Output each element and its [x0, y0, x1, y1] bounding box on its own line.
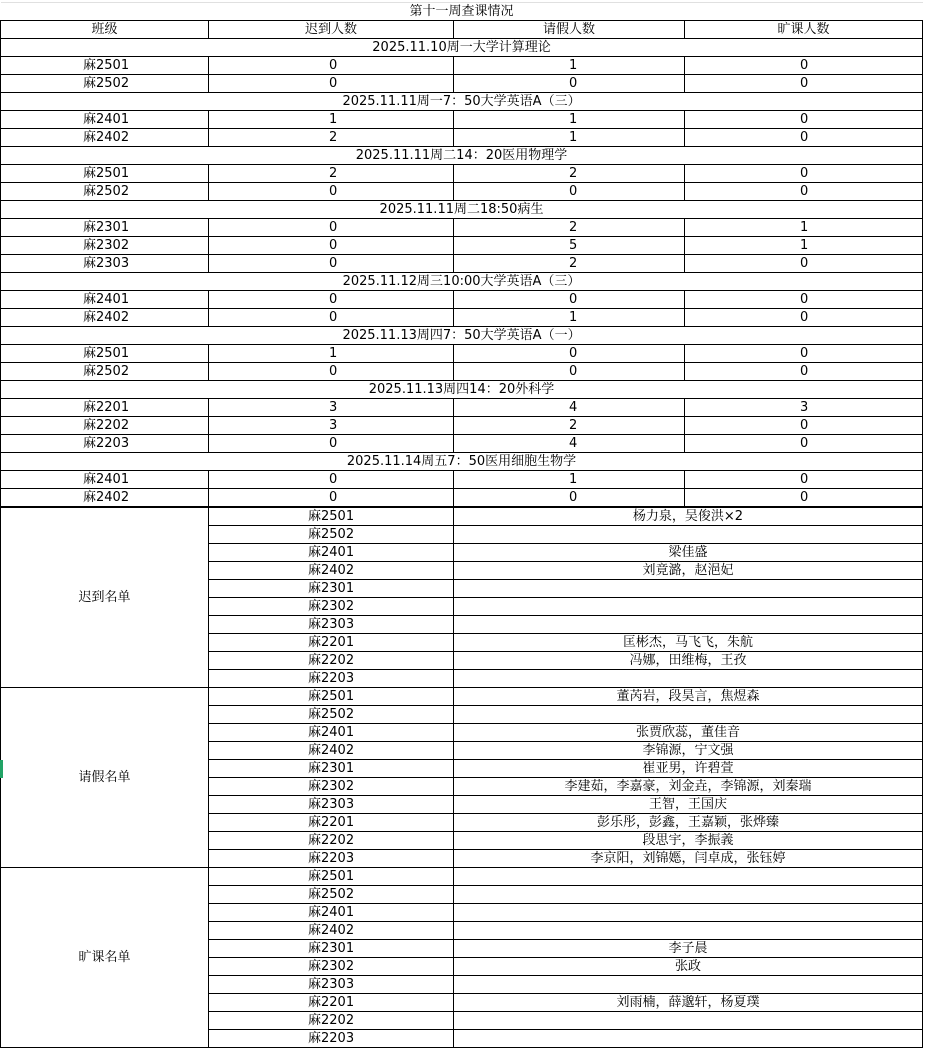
student-names-cell[interactable]: [454, 1030, 923, 1048]
leave-count-cell[interactable]: 5: [454, 237, 685, 255]
class-cell[interactable]: 麻2501: [1, 57, 209, 75]
table-row: [1, 688, 923, 706]
table-row: [1, 309, 923, 327]
student-names-cell[interactable]: [454, 904, 923, 922]
leave-count-cell[interactable]: 0: [454, 183, 685, 201]
attendance-sheet: [0, 2, 922, 1048]
table-row: [1, 291, 923, 309]
absent-count-cell[interactable]: 0: [685, 165, 923, 183]
class-cell[interactable]: 麻2401: [1, 111, 209, 129]
leave-count-cell[interactable]: 2: [454, 417, 685, 435]
list-class-cell[interactable]: 麻2302: [209, 958, 454, 976]
class-cell[interactable]: 麻2302: [1, 237, 209, 255]
student-names-cell[interactable]: 张政: [454, 958, 923, 976]
table-row: [1, 57, 923, 75]
table-row: [1, 471, 923, 489]
absent-count-cell[interactable]: 1: [685, 237, 923, 255]
class-cell[interactable]: 麻2203: [1, 435, 209, 453]
late-count-cell[interactable]: 0: [209, 489, 454, 507]
table-row: [1, 399, 923, 417]
student-names-cell[interactable]: 王智，王国庆: [454, 796, 923, 814]
list-class-cell[interactable]: 麻2501: [209, 688, 454, 706]
course-title[interactable]: 2025.11.14周五7：50医用细胞生物学: [1, 453, 923, 471]
late-count-cell[interactable]: 0: [209, 255, 454, 273]
class-cell[interactable]: 麻2501: [1, 165, 209, 183]
class-cell[interactable]: 麻2401: [1, 291, 209, 309]
list-class-cell[interactable]: 麻2502: [209, 526, 454, 544]
list-class-cell[interactable]: 麻2203: [209, 670, 454, 688]
list-class-cell[interactable]: 麻2402: [209, 562, 454, 580]
student-names-cell[interactable]: 刘竟潞，赵浥妃: [454, 562, 923, 580]
student-names-cell[interactable]: [454, 706, 923, 724]
late-count-cell[interactable]: 0: [209, 435, 454, 453]
late-count-cell[interactable]: 2: [209, 129, 454, 147]
name-list-table: [0, 507, 923, 1048]
late-count-cell[interactable]: 0: [209, 291, 454, 309]
leave-count-cell[interactable]: 1: [454, 129, 685, 147]
student-names-cell[interactable]: [454, 616, 923, 634]
list-class-cell[interactable]: 麻2303: [209, 796, 454, 814]
list-class-cell[interactable]: 麻2201: [209, 634, 454, 652]
course-header-row: [1, 327, 923, 345]
course-header-row: [1, 147, 923, 165]
class-cell[interactable]: 麻2502: [1, 75, 209, 93]
course-header-row: [1, 381, 923, 399]
late-count-cell[interactable]: 0: [209, 471, 454, 489]
late-count-cell[interactable]: 0: [209, 57, 454, 75]
table-row: [1, 435, 923, 453]
late-count-cell[interactable]: 3: [209, 399, 454, 417]
header-class[interactable]: 班级: [1, 21, 209, 39]
late-count-cell[interactable]: 2: [209, 165, 454, 183]
table-row: [1, 165, 923, 183]
student-names-cell[interactable]: 匡彬杰，马飞飞，朱航: [454, 634, 923, 652]
leave-count-cell[interactable]: 0: [454, 75, 685, 93]
active-row-marker: [0, 760, 3, 778]
student-names-cell[interactable]: [454, 886, 923, 904]
list-class-cell[interactable]: 麻2303: [209, 616, 454, 634]
list-class-cell[interactable]: 麻2201: [209, 994, 454, 1012]
course-header-row: [1, 201, 923, 219]
student-names-cell[interactable]: 崔亚男，许碧萱: [454, 760, 923, 778]
list-class-cell[interactable]: 麻2501: [209, 508, 454, 526]
course-title[interactable]: 2025.11.11周一7：50大学英语A（三）: [1, 93, 923, 111]
class-cell[interactable]: 麻2201: [1, 399, 209, 417]
table-row: [1, 255, 923, 273]
leave-count-cell[interactable]: 1: [454, 57, 685, 75]
list-class-cell[interactable]: 麻2302: [209, 778, 454, 796]
table-row: [1, 219, 923, 237]
absent-count-cell[interactable]: 1: [685, 219, 923, 237]
student-names-cell[interactable]: [454, 670, 923, 688]
leave-count-cell[interactable]: 0: [454, 291, 685, 309]
absent-count-cell[interactable]: 0: [685, 57, 923, 75]
student-names-cell[interactable]: [454, 580, 923, 598]
list-class-cell[interactable]: 麻2502: [209, 706, 454, 724]
course-title[interactable]: 2025.11.11周二14：20医用物理学: [1, 147, 923, 165]
table-row: [1, 75, 923, 93]
header-absent-count[interactable]: 旷课人数: [685, 21, 923, 39]
course-title[interactable]: 2025.11.13周四7：50大学英语A（一）: [1, 327, 923, 345]
list-class-cell[interactable]: 麻2402: [209, 742, 454, 760]
list-class-cell[interactable]: 麻2301: [209, 940, 454, 958]
student-names-cell[interactable]: 张贾欣蕊，董佳音: [454, 724, 923, 742]
table-row: [1, 417, 923, 435]
leave-count-cell[interactable]: 4: [454, 399, 685, 417]
leave-count-cell[interactable]: 2: [454, 255, 685, 273]
class-cell[interactable]: 麻2301: [1, 219, 209, 237]
table-row: [1, 237, 923, 255]
class-cell[interactable]: 麻2501: [1, 345, 209, 363]
course-title[interactable]: 2025.11.10周一大学计算理论: [1, 39, 923, 57]
list-class-cell[interactable]: 麻2201: [209, 814, 454, 832]
leave-count-cell[interactable]: 4: [454, 435, 685, 453]
leave-count-cell[interactable]: 0: [454, 363, 685, 381]
list-class-cell[interactable]: 麻2202: [209, 832, 454, 850]
list-class-cell[interactable]: 麻2202: [209, 1012, 454, 1030]
student-names-cell[interactable]: 李子晨: [454, 940, 923, 958]
title-row: [1, 3, 923, 21]
table-row: [1, 868, 923, 886]
absent-count-cell[interactable]: 0: [685, 111, 923, 129]
header-late-count[interactable]: 迟到人数: [209, 21, 454, 39]
absent-count-cell[interactable]: 0: [685, 363, 923, 381]
list-class-cell[interactable]: 麻2301: [209, 760, 454, 778]
late-count-cell[interactable]: 3: [209, 417, 454, 435]
course-header-row: [1, 453, 923, 471]
student-names-cell[interactable]: [454, 976, 923, 994]
late-count-cell[interactable]: 1: [209, 345, 454, 363]
absent-count-cell[interactable]: 0: [685, 345, 923, 363]
student-names-cell[interactable]: [454, 526, 923, 544]
leave-count-cell[interactable]: 0: [454, 489, 685, 507]
leave-count-cell[interactable]: 1: [454, 309, 685, 327]
student-names-cell[interactable]: 李建茹，李嘉豪，刘金垚，李锦源，刘秦瑞: [454, 778, 923, 796]
sheet-title[interactable]: 第十一周查课情况: [1, 3, 923, 21]
course-title[interactable]: 2025.11.12周三10:00大学英语A（三）: [1, 273, 923, 291]
class-cell[interactable]: 麻2401: [1, 471, 209, 489]
leave-count-cell[interactable]: 1: [454, 111, 685, 129]
list-class-cell[interactable]: 麻2501: [209, 868, 454, 886]
course-title[interactable]: 2025.11.13周四14：20外科学: [1, 381, 923, 399]
list-class-cell[interactable]: 麻2202: [209, 652, 454, 670]
course-title[interactable]: 2025.11.11周二18:50病生: [1, 201, 923, 219]
student-names-cell[interactable]: 梁佳盛: [454, 544, 923, 562]
student-names-cell[interactable]: 冯娜，田维梅，王孜: [454, 652, 923, 670]
list-class-cell[interactable]: 麻2401: [209, 904, 454, 922]
student-names-cell[interactable]: [454, 922, 923, 940]
late-count-cell[interactable]: 0: [209, 363, 454, 381]
absent-count-cell[interactable]: 0: [685, 309, 923, 327]
table-row: [1, 129, 923, 147]
list-class-cell[interactable]: 麻2401: [209, 724, 454, 742]
attendance-summary-table: [0, 2, 923, 507]
late-count-cell[interactable]: 0: [209, 237, 454, 255]
leave-count-cell[interactable]: 2: [454, 165, 685, 183]
course-header-row: [1, 39, 923, 57]
student-names-cell[interactable]: 李锦源，宁文强: [454, 742, 923, 760]
list-class-cell[interactable]: 麻2302: [209, 598, 454, 616]
list-group-label[interactable]: 旷课名单: [1, 868, 209, 1048]
absent-count-cell[interactable]: 0: [685, 255, 923, 273]
student-names-cell[interactable]: [454, 1012, 923, 1030]
late-count-cell[interactable]: 0: [209, 183, 454, 201]
late-count-cell[interactable]: 1: [209, 111, 454, 129]
late-count-cell[interactable]: 0: [209, 309, 454, 327]
list-class-cell[interactable]: 麻2402: [209, 922, 454, 940]
student-names-cell[interactable]: 杨力泉，吴俊洪×2: [454, 508, 923, 526]
class-cell[interactable]: 麻2402: [1, 309, 209, 327]
class-cell[interactable]: 麻2502: [1, 363, 209, 381]
student-names-cell[interactable]: 彭乐彤，彭鑫，王嘉颖，张烨臻: [454, 814, 923, 832]
list-class-cell[interactable]: 麻2303: [209, 976, 454, 994]
student-names-cell[interactable]: [454, 868, 923, 886]
absent-count-cell[interactable]: 0: [685, 129, 923, 147]
course-header-row: [1, 273, 923, 291]
late-count-cell[interactable]: 0: [209, 219, 454, 237]
header-leave-count[interactable]: 请假人数: [454, 21, 685, 39]
absent-count-cell[interactable]: 0: [685, 183, 923, 201]
list-class-cell[interactable]: 麻2401: [209, 544, 454, 562]
table-row: [1, 183, 923, 201]
class-cell[interactable]: 麻2402: [1, 489, 209, 507]
student-names-cell[interactable]: 李京阳，刘锦嫕，闫卓成，张钰婷: [454, 850, 923, 868]
class-cell[interactable]: 麻2202: [1, 417, 209, 435]
absent-count-cell[interactable]: 0: [685, 75, 923, 93]
table-row: [1, 489, 923, 507]
absent-count-cell[interactable]: 0: [685, 417, 923, 435]
header-row: [1, 21, 923, 39]
late-count-cell[interactable]: 0: [209, 75, 454, 93]
class-cell[interactable]: 麻2502: [1, 183, 209, 201]
student-names-cell[interactable]: 段思宇，李振義: [454, 832, 923, 850]
list-class-cell[interactable]: 麻2502: [209, 886, 454, 904]
list-class-cell[interactable]: 麻2203: [209, 850, 454, 868]
student-names-cell[interactable]: 刘雨楠，薛邈轩，杨夏璞: [454, 994, 923, 1012]
table-row: [1, 111, 923, 129]
table-row: [1, 508, 923, 526]
absent-count-cell[interactable]: 0: [685, 435, 923, 453]
student-names-cell[interactable]: [454, 598, 923, 616]
leave-count-cell[interactable]: 0: [454, 345, 685, 363]
class-cell[interactable]: 麻2402: [1, 129, 209, 147]
absent-count-cell[interactable]: 3: [685, 399, 923, 417]
student-names-cell[interactable]: 董芮岩，段昊言，焦煜森: [454, 688, 923, 706]
class-cell[interactable]: 麻2303: [1, 255, 209, 273]
leave-count-cell[interactable]: 2: [454, 219, 685, 237]
leave-count-cell[interactable]: 1: [454, 471, 685, 489]
absent-count-cell[interactable]: 0: [685, 291, 923, 309]
list-class-cell[interactable]: 麻2301: [209, 580, 454, 598]
absent-count-cell[interactable]: 0: [685, 489, 923, 507]
list-class-cell[interactable]: 麻2203: [209, 1030, 454, 1048]
table-row: [1, 345, 923, 363]
course-header-row: [1, 93, 923, 111]
list-group-label[interactable]: 迟到名单: [1, 508, 209, 688]
table-row: [1, 363, 923, 381]
list-group-label[interactable]: 请假名单: [1, 688, 209, 868]
absent-count-cell[interactable]: 0: [685, 471, 923, 489]
